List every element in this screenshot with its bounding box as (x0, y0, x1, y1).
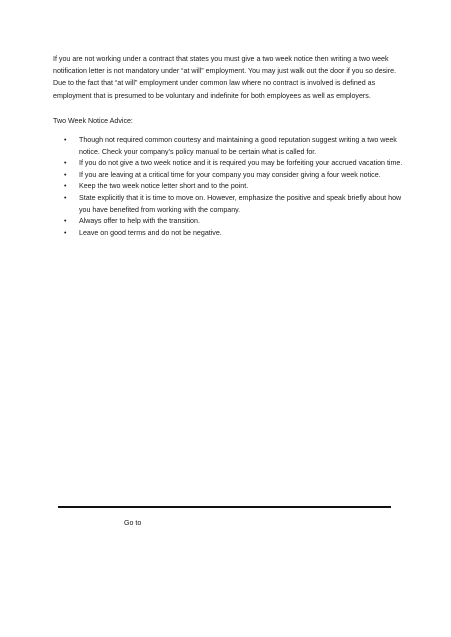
intro-paragraph: If you are not working under a contract that states you must give a two week notice then writing a two week notification letter is not mandatory under “at will” employment. You may just walk out the door if you so desire. Due to the fact that “at will” employment under common law where no contract is involved is defined as employment that is presumed to be voluntary and indefinite for both employees as well as employers. (53, 55, 397, 100)
advice-heading: Two Week Notice Advice: (53, 117, 133, 125)
advice-list (53, 135, 403, 239)
advice-item-text: If you do not give a two week notice and it is required you may be forfeiting your accrued vacation time. (79, 159, 403, 168)
advice-item (53, 135, 403, 158)
bullet-icon: • (64, 183, 67, 191)
advice-item-text: If you are leaving at a critical time for your company you may consider giving a four week notice. (79, 170, 381, 179)
bullet-icon: • (64, 218, 67, 226)
advice-item (53, 170, 403, 182)
advice-item (53, 228, 403, 240)
advice-item-text: Keep the two week notice letter short and to the point. (79, 182, 249, 191)
footer-divider (58, 506, 391, 508)
bullet-icon: • (64, 229, 67, 237)
bullet-icon: • (64, 160, 67, 168)
advice-item-text: Always offer to help with the transition. (79, 217, 200, 226)
bullet-icon: • (64, 171, 67, 179)
bullet-icon: • (64, 194, 67, 202)
go-to-link[interactable]: Go to (124, 519, 142, 527)
advice-item (53, 193, 403, 216)
advice-item (53, 181, 403, 193)
advice-item (53, 216, 403, 228)
bullet-icon: • (64, 137, 67, 144)
advice-item-text: Though not required common courtesy and maintaining a good reputation suggest writing a two week notice. Check your company’s policy manual to be certain what is called for. (79, 136, 397, 156)
advice-item (53, 158, 403, 170)
advice-item-text: State explicitly that it is time to move on. However, emphasize the positive and speak briefly about how you have benefited from working with the company. (79, 193, 402, 214)
advice-item-text: Leave on good terms and do not be negative. (79, 228, 222, 237)
